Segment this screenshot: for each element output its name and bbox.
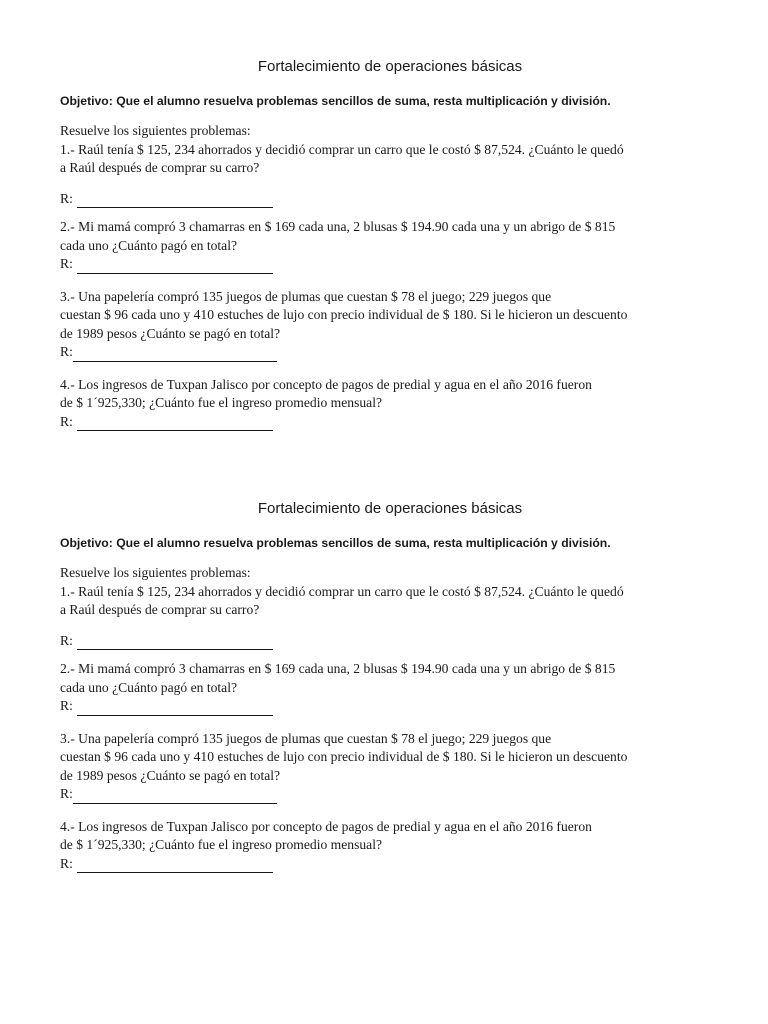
answer-line[interactable] bbox=[77, 259, 273, 274]
answer-label: R: bbox=[60, 786, 73, 801]
answer-label: R: bbox=[60, 413, 73, 429]
answer-line[interactable] bbox=[73, 789, 277, 804]
problem-4 bbox=[60, 376, 720, 432]
answer-label: R: bbox=[60, 698, 73, 713]
problem-2-line-2: cada uno ¿Cuánto pagó en total? bbox=[60, 237, 238, 253]
problem-3-answer bbox=[60, 343, 720, 362]
answer-label: R: bbox=[60, 632, 73, 648]
problem-4-line-1: 4.- Los ingresos de Tuxpan Jalisco por concepto de pagos de predial y agua en el año 2016 fueron bbox=[60, 376, 592, 392]
problem-2 bbox=[60, 218, 720, 274]
problem-1-line-1: 1.- Raúl tenía $ 125, 234 ahorrados y decidió comprar un carro que le costó $ 87,524. ¿Cuánto le quedó bbox=[60, 583, 624, 599]
problem-1 bbox=[60, 141, 720, 209]
problem-4-line-2: de $ 1´925,330; ¿Cuánto fue el ingreso promedio mensual? bbox=[60, 837, 383, 852]
problem-2 bbox=[60, 660, 720, 716]
problem-4-line-1: 4.- Los ingresos de Tuxpan Jalisco por concepto de pagos de predial y agua en el año 2016 fueron bbox=[60, 818, 592, 834]
answer-line[interactable] bbox=[77, 858, 273, 873]
answer-line[interactable] bbox=[73, 347, 277, 362]
worksheet-title: Fortalecimiento de operaciones básicas bbox=[257, 58, 523, 75]
problem-3 bbox=[60, 730, 720, 804]
problem-2-line-1: 2.- Mi mamá compró 3 chamarras en $ 169 cada una, 2 blusas $ 194.90 cada una y un abrigo de $ 815 bbox=[60, 661, 616, 676]
problem-4-answer bbox=[60, 855, 720, 874]
worksheet-copy-top bbox=[60, 56, 720, 431]
answer-line[interactable] bbox=[77, 635, 273, 650]
problem-1-answer bbox=[60, 190, 720, 209]
problem-2-answer bbox=[60, 697, 720, 716]
problem-3-line-3: de 1989 pesos ¿Cuánto se pagó en total? bbox=[60, 767, 281, 783]
answer-line[interactable] bbox=[77, 193, 273, 208]
problem-4-line-2: de $ 1´925,330; ¿Cuánto fue el ingreso promedio mensual? bbox=[60, 395, 383, 410]
worksheet-title: Fortalecimiento de operaciones básicas bbox=[257, 500, 523, 517]
answer-label: R: bbox=[60, 344, 73, 359]
instructions: Resuelve los siguientes problemas: bbox=[60, 565, 251, 580]
instructions: Resuelve los siguientes problemas: bbox=[60, 123, 251, 138]
problem-1-line-2: a Raúl después de comprar su carro? bbox=[60, 160, 260, 175]
problem-2-line-2: cada uno ¿Cuánto pagó en total? bbox=[60, 679, 238, 695]
problem-3-line-2: cuestan $ 96 cada uno y 410 estuches de lujo con precio individual de $ 180. Si le hicieron un descuento bbox=[60, 307, 628, 322]
worksheet-copy-bottom bbox=[60, 498, 720, 873]
problem-1-line-2: a Raúl después de comprar su carro? bbox=[60, 602, 260, 617]
problem-4-answer bbox=[60, 413, 720, 432]
worksheet-objective: Objetivo: Que el alumno resuelva problemas sencillos de suma, resta multiplicación y división. bbox=[60, 94, 611, 108]
problem-1-line-1: 1.- Raúl tenía $ 125, 234 ahorrados y decidió comprar un carro que le costó $ 87,524. ¿Cuánto le quedó bbox=[60, 141, 624, 157]
problem-3 bbox=[60, 288, 720, 362]
problem-4 bbox=[60, 818, 720, 874]
answer-line[interactable] bbox=[77, 701, 273, 716]
answer-line[interactable] bbox=[77, 416, 273, 431]
problem-3-answer bbox=[60, 785, 720, 804]
problem-3-line-1: 3.- Una papelería compró 135 juegos de plumas que cuestan $ 78 el juego; 229 juegos que bbox=[60, 730, 552, 746]
problem-2-line-1: 2.- Mi mamá compró 3 chamarras en $ 169 cada una, 2 blusas $ 194.90 cada una y un abrigo de $ 815 bbox=[60, 219, 616, 234]
answer-label: R: bbox=[60, 256, 73, 271]
worksheet-objective: Objetivo: Que el alumno resuelva problemas sencillos de suma, resta multiplicación y división. bbox=[60, 536, 611, 550]
problem-3-line-3: de 1989 pesos ¿Cuánto se pagó en total? bbox=[60, 325, 281, 341]
problem-3-line-2: cuestan $ 96 cada uno y 410 estuches de lujo con precio individual de $ 180. Si le hicieron un descuento bbox=[60, 749, 628, 764]
problem-3-line-1: 3.- Una papelería compró 135 juegos de plumas que cuestan $ 78 el juego; 229 juegos que bbox=[60, 288, 552, 304]
problem-1-answer bbox=[60, 632, 720, 651]
answer-label: R: bbox=[60, 190, 73, 206]
problem-1 bbox=[60, 583, 720, 651]
answer-label: R: bbox=[60, 855, 73, 871]
problem-2-answer bbox=[60, 255, 720, 274]
